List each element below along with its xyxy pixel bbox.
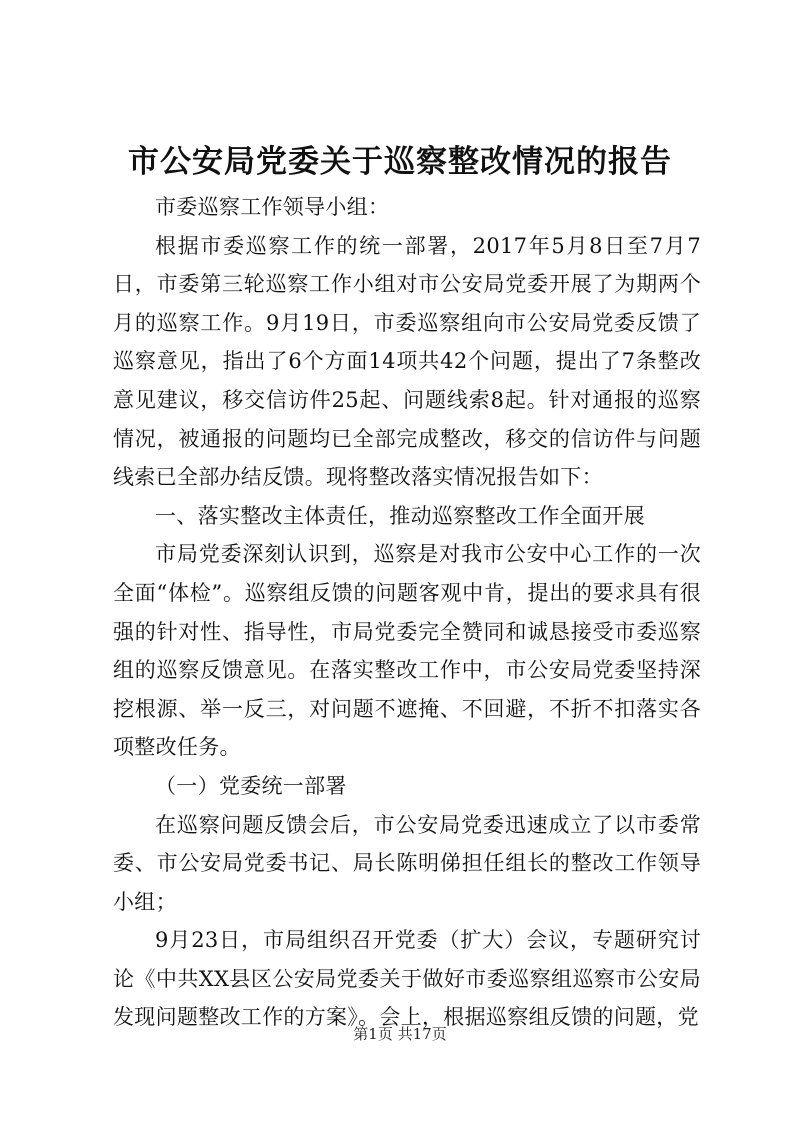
subsection-heading-1: （一）党委统一部署 (155, 773, 347, 798)
paragraph-intro: 根据市委巡察工作的统一部署，2017年5月8日至7月7日，市委第三轮巡察工作小组对市公安局党委开展了为期两个月的巡察工作。9月19日，市委巡察组向市公安局党委反馈了巡察意见，指出了6个方面14项共42个问题，提出了7条整改意见建议，移交信访件25起、问题线索8起。针对通报的巡察情况，被通报的问题均已全部完成整改，移交的信访件与问题线索已全部办结反馈。现将整改落实情况报告如下： (113, 233, 701, 490)
section-heading-1: 一、落实整改主体责任，推动巡察整改工作全面开展 (155, 503, 645, 528)
paragraph-section-1: 市局党委深刻认识到，巡察是对我市公安中心工作的一次全面“体检”。巡察组反馈的问题客观中肯，提出的要求具有很强的针对性、指导性，市局党委完全赞同和诚恳接受市委巡察组的巡察反馈意见。在落实整改工作中，市公安局党委坚持深挖根源、举一反三，对问题不遮掩、不回避，不折不扣落实各项整改任务。 (113, 542, 701, 760)
document-title: 市公安局党委关于巡察整改情况的报告 (128, 144, 672, 180)
document-body (113, 188, 701, 1037)
paragraph-meeting: 9月23日，市局组织召开党委（扩大）会议，专题研究讨论《中共XX县区公安局党委关于做好市委巡察组巡察市公安局发现问题整改工作的方案》。会上，根据巡察组反馈的问题，党 (113, 928, 701, 1030)
paragraph-subsection-1: 在巡察问题反馈会后，市公安局党委迅速成立了以市委常委、市公安局党委书记、局长陈明俤担任组长的整改工作领导小组； (113, 812, 701, 914)
salutation: 市委巡察工作领导小组： (155, 195, 390, 219)
page-footer: 第1页 共17页 (353, 1025, 447, 1043)
